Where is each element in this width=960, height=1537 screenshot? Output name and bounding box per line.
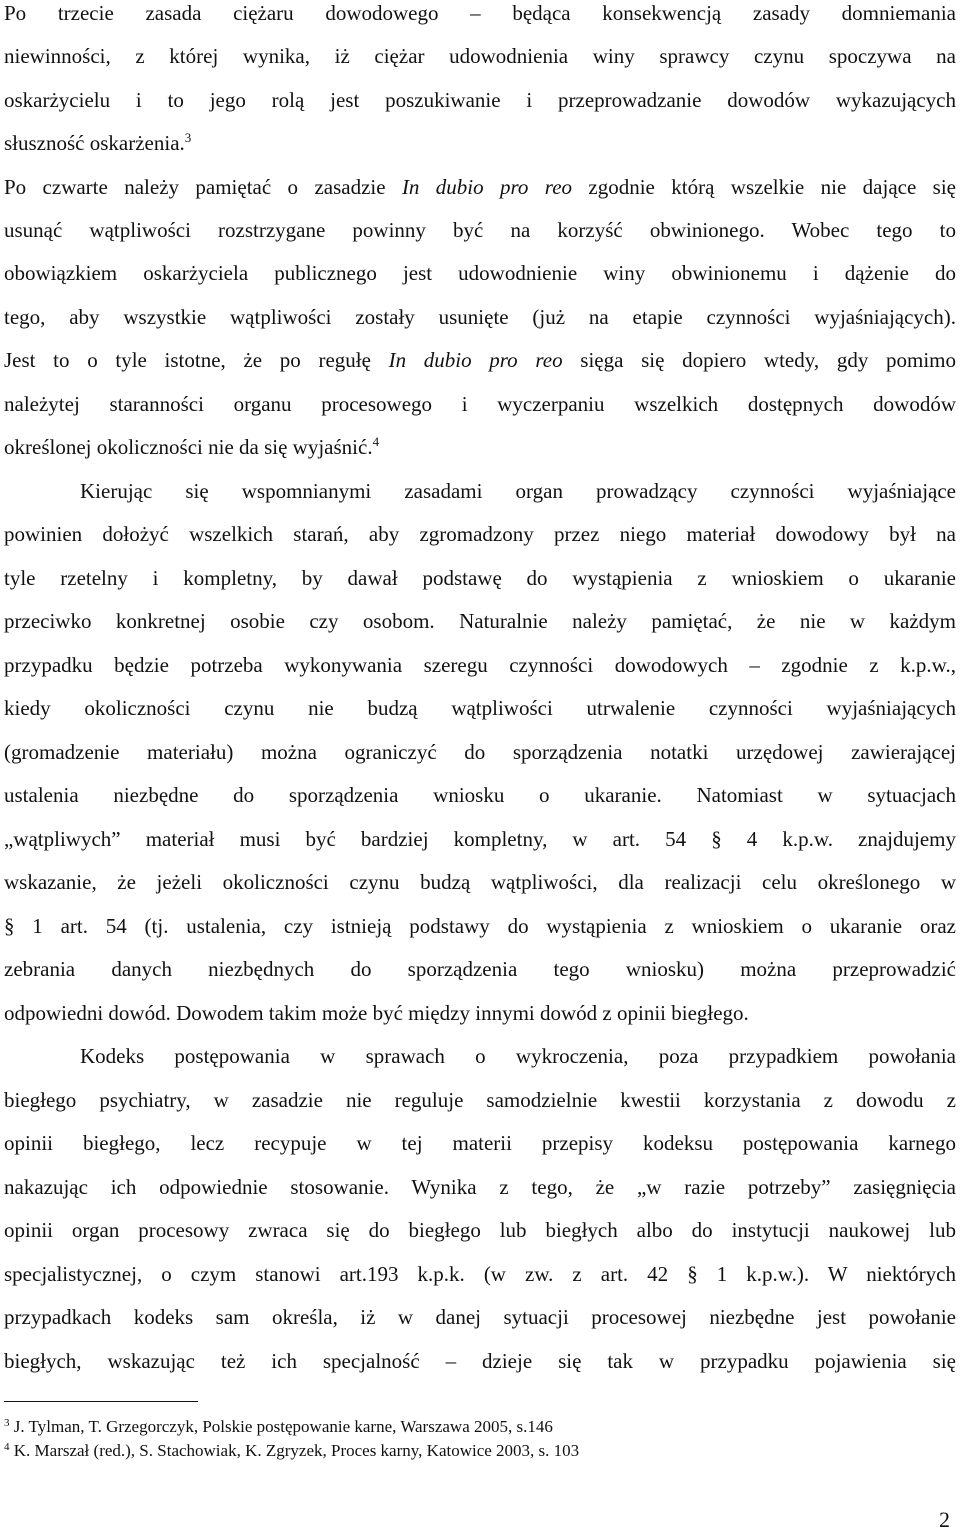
text-line: kiedy okoliczności czynu nie budzą wątpliwości utrwalenie czynności wyjaśniających (4, 696, 956, 720)
text-line: oskarżycielu i to jego rolą jest poszukiwanie i przeprowadzanie dowodów wykazujących (4, 88, 956, 112)
text-line: § 1 art. 54 (tj. ustalenia, czy istnieją podstawy do wystąpienia z wnioskiem o ukaranie oraz (4, 914, 956, 938)
text-line: Kodeks postępowania w sprawach o wykroczenia, poza przypadkiem powołania (80, 1044, 956, 1068)
text-line: Jest to o tyle istotne, że po regułę In dubio pro reo sięga się dopiero wtedy, gdy pomimo (4, 348, 956, 372)
footnote-ref: 4 (372, 434, 380, 449)
text-line: powinien dołożyć wszelkich starań, aby zgromadzony przez niego materiał dowodowy był na (4, 522, 956, 546)
text-line: słuszność oskarżenia.$^3$ (4, 130, 192, 155)
page-number: 2 (939, 1507, 950, 1532)
text-line: odpowiedni dowód. Dowodem takim może być między innymi dowód z opinii biegłego. (4, 1001, 749, 1025)
text-line: nakazując ich odpowiednie stosowanie. Wynika z tego, że „w razie potrzeby” zasięgnięcia (4, 1175, 956, 1199)
text-line: przeciwko konkretnej osobie czy osobom. Naturalnie należy pamiętać, że nie w każdym (4, 609, 956, 633)
text-line: opinii biegłego, lecz recypuje w tej materii przepisy kodeksu postępowania karnego (4, 1131, 956, 1155)
text-line: Po trzecie zasada ciężaru dowodowego – będąca konsekwencją zasady domniemania (4, 1, 956, 25)
text-line: tyle rzetelny i kompletny, by dawał podstawę do wystąpienia z wnioskiem o ukaranie (4, 566, 956, 590)
text-line: biegłych, wskazując też ich specjalność – dzieje się tak w przypadku pojawienia się (4, 1349, 956, 1373)
text-line: opinii organ procesowy zwraca się do biegłego lub biegłych albo do instytucji naukowej lub (4, 1218, 956, 1242)
footnote-separator (4, 1401, 198, 1402)
text-line: biegłego psychiatry, w zasadzie nie reguluje samodzielnie kwestii korzystania z dowodu z (4, 1088, 956, 1112)
footnote: $^3$ J. Tylman, T. Grzegorczyk, Polskie postępowanie karne, Warszawa 2005, s.146 (4, 1417, 553, 1436)
text-line: Kierując się wspomnianymi zasadami organ prowadzący czynności wyjaśniające (80, 479, 956, 503)
footnote: $^4$ K. Marszał (red.), S. Stachowiak, K. Zgryzek, Proces karny, Katowice 2003, s. 103 (4, 1441, 580, 1460)
text-line: „wątpliwych” materiał musi być bardziej kompletny, w art. 54 § 4 k.p.w. znajdujemy (4, 827, 956, 851)
text-line: wskazanie, że jeżeli okoliczności czynu budzą wątpliwości, dla realizacji celu określonego w (4, 870, 956, 894)
text-line: tego, aby wszystkie wątpliwości zostały usunięte (już na etapie czynności wyjaśniających). (4, 305, 956, 329)
text-line: specjalistycznej, o czym stanowi art.193 k.p.k. (w zw. z art. 42 § 1 k.p.w.). W niektórych (4, 1262, 956, 1286)
text-line: przypadku będzie potrzeba wykonywania szeregu czynności dowodowych – zgodnie z k.p.w., (4, 653, 956, 677)
text-line: określonej okoliczności nie da się wyjaśnić.$^4$ (4, 434, 380, 459)
footnote-number: 4 (4, 1441, 10, 1453)
text-line: obowiązkiem oskarżyciela publicznego jest udowodnienie winy obwinionemu i dążenie do (4, 261, 956, 285)
text-line: (gromadzenie materiału) można ograniczyć do sporządzenia notatki urzędowej zawierającej (4, 740, 956, 764)
text-line: niewinności, z której wynika, iż ciężar udowodnienia winy sprawcy czynu spoczywa na (4, 44, 956, 68)
text-line: należytej staranności organu procesowego i wyczerpaniu wszelkich dostępnych dowodów (4, 392, 956, 416)
text-line: Po czwarte należy pamiętać o zasadzie In dubio pro reo zgodnie którą wszelkie nie dające się (4, 175, 956, 199)
text-line: usunąć wątpliwości rozstrzygane powinny być na korzyść obwinionego. Wobec tego to (4, 218, 956, 242)
text-line: ustalenia niezbędne do sporządzenia wniosku o ukaranie. Natomiast w sytuacjach (4, 783, 956, 807)
text-line: przypadkach kodeks sam określa, iż w danej sytuacji procesowej niezbędne jest powołanie (4, 1305, 956, 1329)
footnote-number: 3 (4, 1417, 10, 1429)
text-line: zebrania danych niezbędnych do sporządzenia tego wniosku) można przeprowadzić (4, 957, 956, 981)
footnote-ref: 3 (184, 130, 192, 145)
